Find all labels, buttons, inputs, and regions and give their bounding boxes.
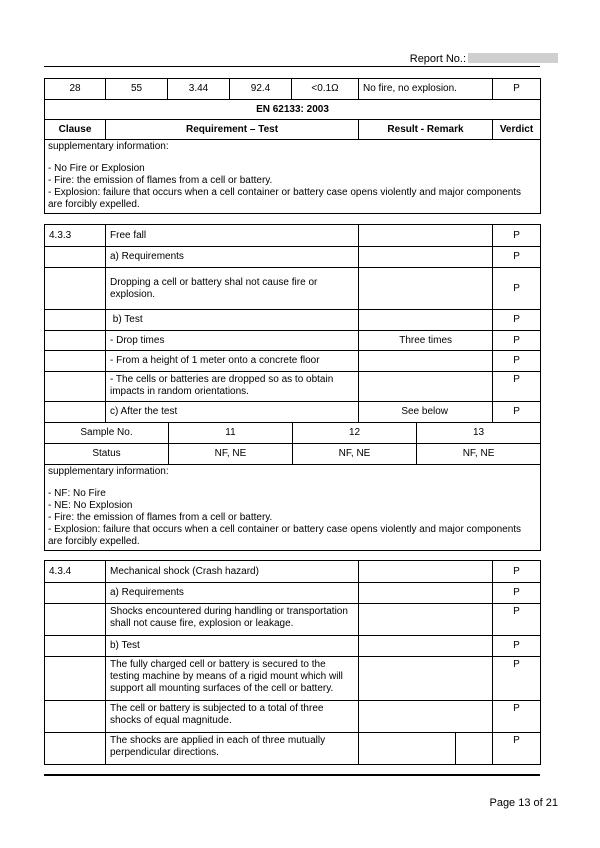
result-cell <box>359 268 493 310</box>
sample-cell: 13 <box>417 423 541 444</box>
result-cell <box>359 657 493 701</box>
status-cell: NF, NE <box>417 444 541 465</box>
verdict-cell: P <box>493 733 541 765</box>
clause-cell <box>45 372 106 402</box>
requirement-cell: b) Test <box>106 310 359 331</box>
verdict-cell: P <box>493 636 541 657</box>
verdict-cell: P <box>493 604 541 636</box>
supplementary-line: - Fire: the emission of flames from a cell or battery. <box>48 175 273 186</box>
verdict-cell: P <box>493 331 541 351</box>
result-cell <box>359 604 493 636</box>
verdict-cell: P <box>493 372 541 402</box>
supplementary-info <box>45 140 541 214</box>
supplementary-info <box>45 465 541 551</box>
clause-cell <box>45 331 106 351</box>
cell: <0.1Ω <box>292 79 359 100</box>
result-cell: See below <box>359 402 493 423</box>
verdict-cell: P <box>493 79 541 100</box>
supplementary-line: - NE: No Explosion <box>48 500 133 511</box>
requirement-cell: - Drop times <box>106 331 359 351</box>
result-cell <box>359 733 456 765</box>
supplementary-line: - No Fire or Explosion <box>48 163 145 174</box>
requirement-cell: Mechanical shock (Crash hazard) <box>106 561 359 583</box>
verdict-cell: P <box>493 583 541 604</box>
clause-cell: 4.3.3 <box>45 225 106 247</box>
status-cell: NF, NE <box>293 444 417 465</box>
result-cell <box>359 372 493 402</box>
requirement-cell: a) Requirements <box>106 247 359 268</box>
requirement-cell: The cell or battery is subjected to a total of three shocks of equal magnitude. <box>106 701 359 733</box>
clause-cell <box>45 310 106 331</box>
verdict-cell: P <box>493 247 541 268</box>
result-cell <box>359 310 493 331</box>
supplementary-line: - NF: No Fire <box>48 488 106 499</box>
header-clause: Clause <box>45 120 106 140</box>
cell: 28 <box>45 79 106 100</box>
result-cell-extra <box>456 733 493 765</box>
verdict-cell: P <box>493 268 541 310</box>
verdict-cell: P <box>493 351 541 372</box>
cell: No fire, no explosion. <box>359 79 493 100</box>
header-verdict: Verdict <box>493 120 541 140</box>
result-cell <box>359 701 493 733</box>
result-cell <box>359 583 493 604</box>
header-result: Result - Remark <box>359 120 493 140</box>
verdict-cell: P <box>493 225 541 247</box>
clause-cell <box>45 247 106 268</box>
clause-cell <box>45 636 106 657</box>
verdict-cell: P <box>493 561 541 583</box>
verdict-cell: P <box>493 701 541 733</box>
clause-cell <box>45 402 106 423</box>
sample-no-label: Sample No. <box>45 423 169 444</box>
result-cell <box>359 636 493 657</box>
test-results-table <box>44 78 541 214</box>
footer-rule <box>44 774 540 776</box>
sample-cell: 12 <box>293 423 417 444</box>
requirement-cell: Free fall <box>106 225 359 247</box>
verdict-cell: P <box>493 657 541 701</box>
result-cell <box>359 351 493 372</box>
clause-cell <box>45 604 106 636</box>
clause-cell <box>45 657 106 701</box>
report-number <box>410 53 558 65</box>
header-rule <box>44 66 540 67</box>
clause-cell <box>45 583 106 604</box>
clause-cell <box>45 733 106 765</box>
report-number-label: Report No.: <box>409 53 466 65</box>
mechanical-shock-table <box>44 560 541 765</box>
requirement-cell: Shocks encountered during handling or transportation shall not cause fire, explosion or leakage. <box>106 604 359 636</box>
result-cell: Three times <box>359 331 493 351</box>
requirement-cell: Dropping a cell or battery shal not cause fire or explosion. <box>106 268 359 310</box>
clause-cell: 4.3.4 <box>45 561 106 583</box>
sample-cell: 11 <box>169 423 293 444</box>
requirement-cell: a) Requirements <box>106 583 359 604</box>
result-cell <box>359 247 493 268</box>
page-number: Page 13 of 21 <box>489 797 558 809</box>
clause-cell <box>45 701 106 733</box>
requirement-cell: - From a height of 1 meter onto a concrete floor <box>106 351 359 372</box>
status-cell: NF, NE <box>169 444 293 465</box>
supplementary-title: supplementary information: <box>48 466 169 477</box>
clause-cell <box>45 268 106 310</box>
clause-cell <box>45 351 106 372</box>
supplementary-title: supplementary information: <box>48 141 169 152</box>
requirement-cell: b) Test <box>106 636 359 657</box>
result-cell <box>359 561 493 583</box>
requirement-cell: The fully charged cell or battery is secured to the testing machine by means of a rigid mount which will support all mounting surfaces of the cell or battery. <box>106 657 359 701</box>
requirement-cell: c) After the test <box>106 402 359 423</box>
cell: 92.4 <box>230 79 292 100</box>
status-label: Status <box>45 444 169 465</box>
supplementary-line: - Explosion: failure that occurs when a cell container or battery case opens violently and major components are forcibly expelled. <box>48 187 522 210</box>
cell: 55 <box>106 79 168 100</box>
redacted-report-number <box>468 53 558 63</box>
cell: 3.44 <box>168 79 230 100</box>
requirement-cell: The shocks are applied in each of three mutually perpendicular directions. <box>106 733 359 765</box>
standard-title: EN 62133: 2003 <box>45 100 541 120</box>
result-cell <box>359 225 493 247</box>
verdict-cell: P <box>493 310 541 331</box>
header-requirement: Requirement – Test <box>106 120 359 140</box>
verdict-cell: P <box>493 402 541 423</box>
free-fall-table <box>44 224 541 551</box>
supplementary-line: - Explosion: failure that occurs when a cell container or battery case opens violently and major components are forcibly expelled. <box>48 524 522 547</box>
supplementary-line: - Fire: the emission of flames from a cell or battery. <box>48 512 273 523</box>
requirement-cell: - The cells or batteries are dropped so as to obtain impacts in random orientations. <box>106 372 359 402</box>
